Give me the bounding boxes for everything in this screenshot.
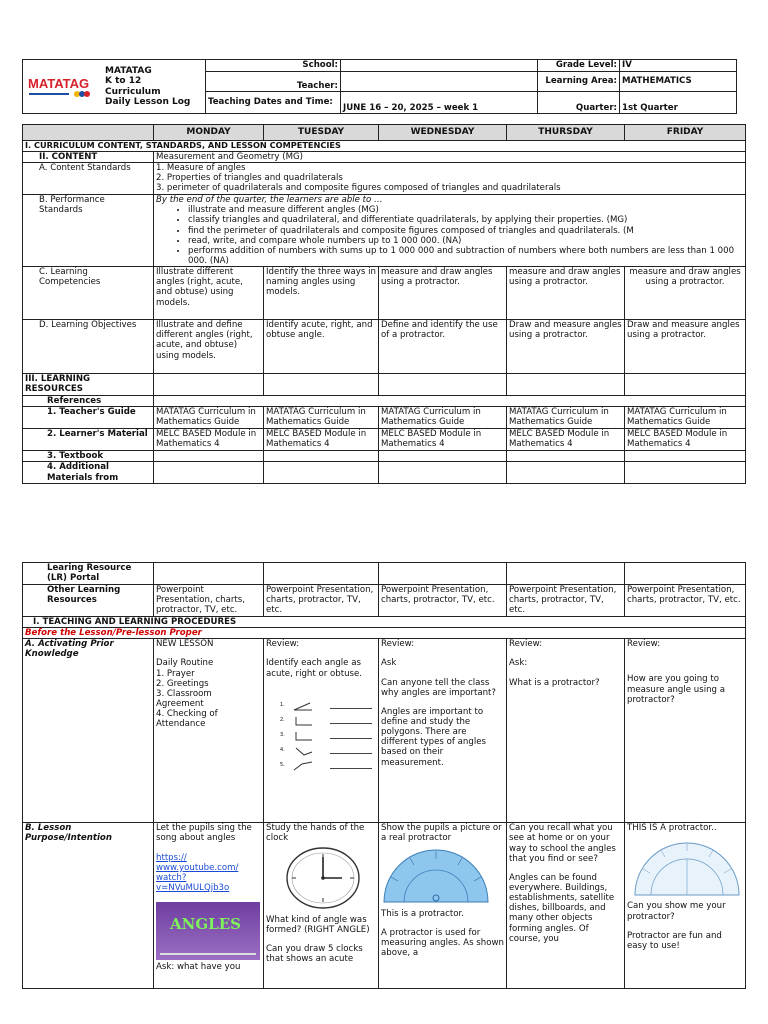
performance-standards-label: B. Performance Standards — [23, 195, 154, 267]
learning-resources-title: III. LEARNING RESOURCES — [23, 374, 154, 396]
grade-label: Grade Level: — [538, 60, 620, 72]
grade-value: IV — [620, 60, 737, 72]
header-titles: MATATAG K to 12 Curriculum Daily Lesson Log — [105, 65, 191, 107]
additional-materials-label: 4. Additional Materials from — [23, 462, 154, 484]
lo-friday: Draw and measure angles using a protractor. — [625, 320, 746, 374]
teacher-label: Teacher: — [206, 72, 341, 92]
teacher-value — [341, 72, 538, 92]
day-monday: MONDAY — [154, 125, 264, 141]
lesson-table-1 — [22, 124, 746, 484]
area-value: MATHEMATICS — [620, 72, 737, 92]
clock-icon — [278, 845, 368, 911]
teachers-guide-label: 1. Teacher's Guide — [23, 407, 154, 429]
lo-wednesday: Define and identify the use of a protractor. — [379, 320, 507, 374]
lp-friday: THIS IS A protractor.. Can you show me your protractor? Protractor are fun and easy to use! — [625, 823, 746, 989]
learners-material-label: 2. Learner's Material — [23, 429, 154, 451]
svg-text:MATATAG: MATATAG — [28, 75, 90, 91]
angle-worksheet: 1. 2. 3. 4. 5. — [266, 701, 376, 772]
tg-monday: MATATAG Curriculum in Mathematics Guide — [154, 407, 264, 429]
lc-tuesday: Identify the three ways in naming angles using models. — [264, 267, 379, 320]
other-tuesday: Powerpoint Presentation, charts, protractor, TV, etc. — [264, 585, 379, 617]
learning-competencies-label: C. Learning Competencies — [23, 267, 154, 320]
day-tuesday: TUESDAY — [264, 125, 379, 141]
section-curriculum-title: I. CURRICULUM CONTENT, STANDARDS, AND LESSON COMPETENCIES — [23, 141, 746, 152]
right-angle-icon — [292, 716, 314, 727]
lr-portal-label: Learing Resource (LR) Portal — [23, 563, 154, 585]
textbook-label: 3. Textbook — [23, 451, 154, 462]
lo-monday: Illustrate and define different angles (right, acute, and obtuse) using models. — [154, 320, 264, 374]
lc-thursday: measure and draw angles using a protractor. — [507, 267, 625, 320]
tg-friday: MATATAG Curriculum in Mathematics Guide — [625, 407, 746, 429]
apk-monday: NEW LESSON Daily Routine 1. Prayer 2. Greetings 3. Classroom Agreement 4. Checking of Attendance — [154, 639, 264, 823]
right-angle-icon — [292, 731, 314, 742]
header-logo-cell — [23, 60, 206, 114]
dates-value: JUNE 16 – 20, 2025 – week 1 — [341, 92, 538, 114]
lesson-purpose-label: B. Lesson Purpose/Intention — [23, 823, 154, 989]
lo-tuesday: Identify acute, right, and obtuse angle. — [264, 320, 379, 374]
lp-thursday: Can you recall what you see at home or on your way to school the angles that you find or see? Angles can be found everywhere. Buildings, establishments, satellite dishes, billboards, and many other objects forming angles. Of course, you — [507, 823, 625, 989]
lm-friday: MELC BASED Module in Mathematics 4 — [625, 429, 746, 451]
content-standards-list: 1. Measure of angles 2. Properties of triangles and quadrilaterals 3. perimeter of quadrilaterals and composite figures composed of triangles and quadrilaterals — [154, 163, 746, 195]
header-table — [22, 59, 737, 114]
protractor-icon — [381, 845, 491, 905]
tlp-title: I. TEACHING AND LEARNING PROCEDURES — [23, 617, 746, 628]
angles-video-thumbnail[interactable] — [156, 902, 260, 960]
content-label: II. CONTENT — [23, 152, 154, 163]
quarter-label: Quarter: — [538, 92, 620, 114]
tg-tuesday: MATATAG Curriculum in Mathematics Guide — [264, 407, 379, 429]
day-wednesday: WEDNESDAY — [379, 125, 507, 141]
lm-monday: MELC BASED Module in Mathematics 4 — [154, 429, 264, 451]
lm-thursday: MELC BASED Module in Mathematics 4 — [507, 429, 625, 451]
tg-wednesday: MATATAG Curriculum in Mathematics Guide — [379, 407, 507, 429]
lo-thursday: Draw and measure angles using a protractor. — [507, 320, 625, 374]
apk-friday: Review: How are you going to measure angle using a protractor? — [625, 639, 746, 823]
quarter-value: 1st Quarter — [620, 92, 737, 114]
content-standards-label: A. Content Standards — [23, 163, 154, 195]
day-friday: FRIDAY — [625, 125, 746, 141]
dates-label: Teaching Dates and Time: — [206, 92, 341, 114]
other-monday: Powerpoint Presentation, charts, protractor, TV, etc. — [154, 585, 264, 617]
lc-monday: Illustrate different angles (right, acute, and obtuse) using models. — [154, 267, 264, 320]
lm-wednesday: MELC BASED Module in Mathematics 4 — [379, 429, 507, 451]
obtuse-angle-icon — [292, 746, 314, 757]
area-label: Learning Area: — [538, 72, 620, 92]
day-thursday: THURSDAY — [507, 125, 625, 141]
obtuse-angle-icon — [292, 761, 314, 772]
lesson-table-2 — [22, 562, 746, 989]
learning-objectives-label: D. Learning Objectives — [23, 320, 154, 374]
lc-wednesday: measure and draw angles using a protractor. — [379, 267, 507, 320]
other-friday: Powerpoint Presentation, charts, protractor, TV, etc. — [625, 585, 746, 617]
apk-tuesday: Review: Identify each angle as acute, right or obtuse. 1. 2. 3. 4. 5. — [264, 639, 379, 823]
other-thursday: Powerpoint Presentation, charts, protractor, TV, etc. — [507, 585, 625, 617]
video-progress-bar — [160, 953, 256, 955]
lc-friday: measure and draw angles using a protractor. — [625, 267, 746, 320]
performance-standards-list: By the end of the quarter, the learners are able to … • illustrate and measure different angles (MG) • classify triangles and quadrilateral, and differentiate quadrilaterals, by applying their properties. (MG) • find the perimeter of quadrilaterals and composite figures composed of triangles and quadrilaterals. (M • read, write, and compare whole numbers up to 1 000 000. (NA) • performs addition of numbers with sums up to 1 000 000 and subtraction of numbers where both numbers are less than 1 000 000. (NA) — [154, 195, 746, 267]
video-title-text: ANGLES — [170, 915, 241, 934]
school-label: School: — [206, 60, 341, 72]
activating-prior-knowledge-label: A. Activating Prior Knowledge — [23, 639, 154, 823]
protractor-icon — [631, 835, 743, 899]
youtube-link[interactable]: https:// www.youtube.com/ watch? v=NVuMULQjb3o — [156, 852, 239, 893]
other-wednesday: Powerpoint Presentation, charts, protractor, TV, etc. — [379, 585, 507, 617]
acute-angle-icon — [292, 701, 314, 712]
before-lesson-title: Before the Lesson/Pre-lesson Proper — [23, 628, 746, 639]
content-value: Measurement and Geometry (MG) — [154, 152, 746, 163]
lp-monday: Let the pupils sing the song about angles https:// www.youtube.com/ watch? v=NVuMULQjb3o ANGLES Ask: what have you — [154, 823, 264, 989]
lp-tuesday: Study the hands of the clock What kind of angle was formed? (RIGHT ANGLE) Can you draw 5 clocks that shows an acute — [264, 823, 379, 989]
lp-wednesday: Show the pupils a picture or a real protractor This is a protractor. A protractor is used for measuring angles. As shown above, a — [379, 823, 507, 989]
references-label: References — [23, 396, 154, 407]
apk-thursday: Review: Ask: What is a protractor? — [507, 639, 625, 823]
other-resources-label: Other Learning Resources — [23, 585, 154, 617]
apk-wednesday: Review: Ask Can anyone tell the class why angles are important? Angles are important to define and study the polygons. There are different types of angles based on their measurement. — [379, 639, 507, 823]
tg-thursday: MATATAG Curriculum in Mathematics Guide — [507, 407, 625, 429]
matatag-logo-icon — [27, 72, 99, 102]
lm-tuesday: MELC BASED Module in Mathematics 4 — [264, 429, 379, 451]
school-value — [341, 60, 538, 72]
